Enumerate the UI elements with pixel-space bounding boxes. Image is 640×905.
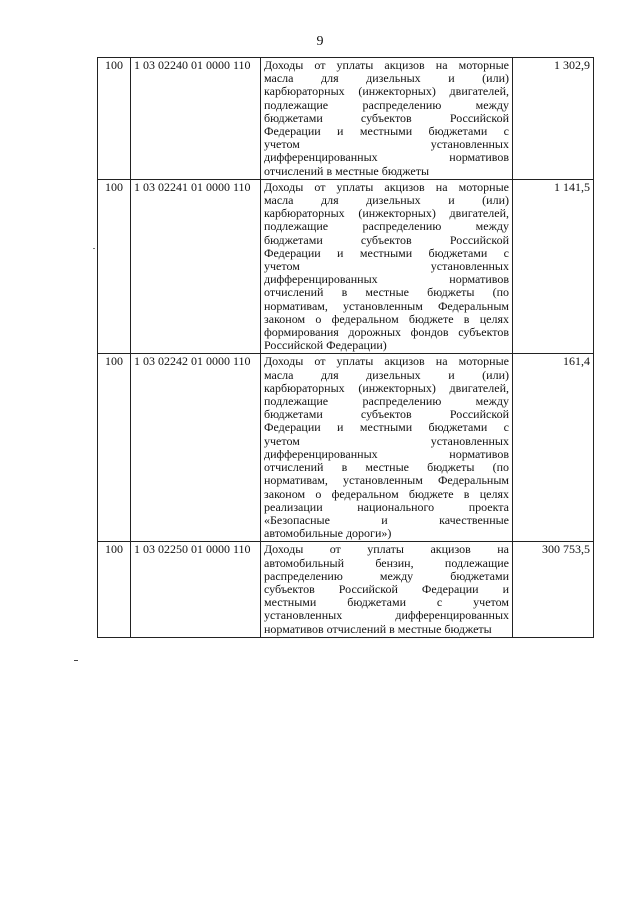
description-line: субъектов Российской Федерации и bbox=[264, 581, 509, 596]
amount-cell: 300 753,5 bbox=[513, 542, 594, 637]
description-line: дифференцированных нормативов bbox=[264, 446, 509, 461]
description-line: бюджетами субъектов Российской bbox=[264, 407, 509, 422]
description-line: нормативам, установленным Федеральным bbox=[264, 298, 509, 313]
description-line: автомобильные дороги») bbox=[264, 526, 392, 541]
description-line: отчислений в местные бюджеты bbox=[264, 163, 430, 178]
description-line: Доходы от уплаты акцизов на моторные bbox=[264, 58, 509, 72]
description-line: масла для дизельных и (или) bbox=[264, 71, 509, 86]
description-line: формирования дорожных фондов субъектов bbox=[264, 325, 509, 340]
description-line: бюджетами субъектов Российской bbox=[264, 232, 509, 247]
admin-code-cell: 100 bbox=[98, 354, 131, 542]
amount-cell: 1 141,5 bbox=[513, 179, 594, 354]
description-line: учетом установленных bbox=[264, 259, 509, 274]
table-row bbox=[98, 354, 594, 542]
description-line: отчислений в местные бюджеты (по bbox=[264, 460, 509, 475]
description-line: автомобильный бензин, подлежащие bbox=[264, 555, 509, 570]
description-line: учетом установленных bbox=[264, 137, 509, 152]
revenue-description-cell bbox=[261, 354, 513, 542]
description-line: Доходы от уплаты акцизов на bbox=[264, 542, 509, 557]
description-line: местными бюджетами с учетом bbox=[264, 595, 509, 610]
budget-classification-code-cell: 1 03 02241 01 0000 110 bbox=[131, 179, 261, 354]
revenue-description-cell bbox=[261, 542, 513, 637]
description-line: законом о федеральном бюджете в целях bbox=[264, 311, 509, 326]
margin-mark bbox=[74, 660, 78, 661]
description-line: подлежащие распределению между bbox=[264, 97, 509, 112]
description-line: Федерации и местными бюджетами с bbox=[264, 245, 509, 260]
description-line: распределению между бюджетами bbox=[264, 568, 509, 583]
page-number: 9 bbox=[316, 34, 324, 49]
description-line: карбюраторных (инжекторных) двигателей, bbox=[264, 84, 509, 99]
description-line: Доходы от уплаты акцизов на моторные bbox=[264, 354, 509, 369]
description-line: учетом установленных bbox=[264, 433, 509, 448]
description-line: установленных дифференцированных bbox=[264, 608, 509, 623]
table-row bbox=[98, 58, 594, 180]
description-line: карбюраторных (инжекторных) двигателей, bbox=[264, 380, 509, 395]
description-line: отчислений в местные бюджеты (по bbox=[264, 285, 509, 300]
description-line: Доходы от уплаты акцизов на моторные bbox=[264, 179, 509, 194]
description-line: законом о федеральном бюджете в целях bbox=[264, 486, 509, 501]
description-line: Федерации и местными бюджетами с bbox=[264, 420, 509, 435]
description-line: бюджетами субъектов Российской bbox=[264, 110, 509, 125]
revenue-description-cell bbox=[261, 58, 513, 180]
description-line: масла для дизельных и (или) bbox=[264, 367, 509, 382]
table-row bbox=[98, 179, 594, 354]
admin-code-cell: 100 bbox=[98, 58, 131, 180]
description-line: масла для дизельных и (или) bbox=[264, 193, 509, 208]
description-line: Федерации и местными бюджетами с bbox=[264, 124, 509, 139]
revenue-description-cell bbox=[261, 179, 513, 354]
budget-classification-code-cell: 1 03 02240 01 0000 110 bbox=[131, 58, 261, 180]
admin-code-cell: 100 bbox=[98, 542, 131, 637]
budget-classification-code-cell: 1 03 02250 01 0000 110 bbox=[131, 542, 261, 637]
margin-dot bbox=[93, 248, 95, 249]
description-line: Российской Федерации) bbox=[264, 338, 387, 353]
description-line: нормативам, установленным Федеральным bbox=[264, 473, 509, 488]
description-line: подлежащие распределению между bbox=[264, 394, 509, 409]
revenue-table bbox=[97, 57, 594, 638]
amount-cell: 161,4 bbox=[513, 354, 594, 542]
table-row bbox=[98, 542, 594, 637]
description-line: реализации национального проекта bbox=[264, 499, 509, 514]
description-line: «Безопасные и качественные bbox=[264, 512, 509, 527]
amount-cell: 1 302,9 bbox=[513, 58, 594, 180]
revenue-table-body bbox=[98, 58, 594, 638]
admin-code-cell: 100 bbox=[98, 179, 131, 354]
description-line: подлежащие распределению между bbox=[264, 219, 509, 234]
budget-classification-code-cell: 1 03 02242 01 0000 110 bbox=[131, 354, 261, 542]
description-line: дифференцированных нормативов bbox=[264, 272, 509, 287]
description-line: карбюраторных (инжекторных) двигателей, bbox=[264, 206, 509, 221]
description-line: дифференцированных нормативов bbox=[264, 150, 509, 165]
description-line: нормативов отчислений в местные бюджеты bbox=[264, 621, 492, 636]
